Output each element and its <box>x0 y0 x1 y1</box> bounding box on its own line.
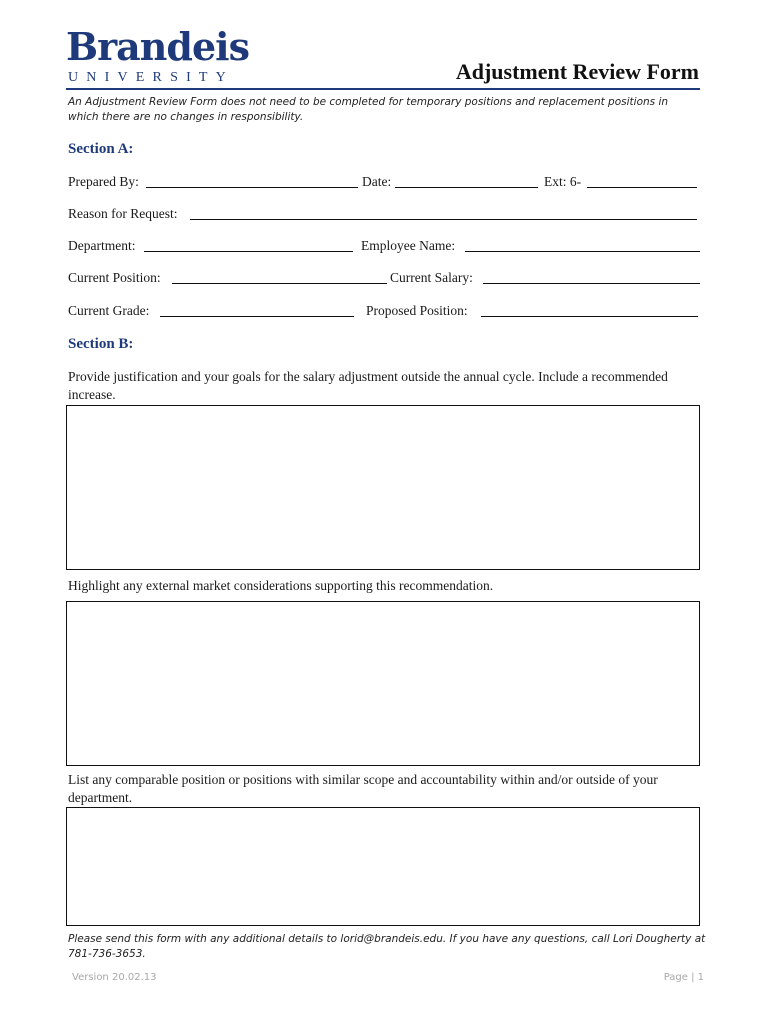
form-title: Adjustment Review Form <box>455 59 699 84</box>
prepared-by-label: Prepared By: <box>68 174 139 189</box>
footer-note: Please send this form with any additional details to lorid@brandeis.edu. If you have any questions, call Lori Dougherty at 781-736-3653. <box>68 933 706 960</box>
current-grade-label: Current Grade: <box>68 303 150 318</box>
version-label: Version 20.02.13 <box>72 972 157 983</box>
brandeis-logo-wordmark: Brandeis <box>66 24 249 69</box>
ext-label: Ext: 6- <box>544 174 582 189</box>
current-salary-label: Current Salary: <box>390 270 473 285</box>
current-grade-field[interactable] <box>160 316 354 317</box>
proposed-position-field[interactable] <box>481 316 698 317</box>
justification-box[interactable] <box>66 405 700 570</box>
title-divider <box>66 88 700 90</box>
employee-name-label: Employee Name: <box>361 238 456 253</box>
current-position-field[interactable] <box>172 283 387 284</box>
market-prompt: Highlight any external market considerations supporting this recommendation. <box>68 578 494 593</box>
department-label: Department: <box>68 238 136 253</box>
section-a-heading: Section A: <box>68 141 134 157</box>
date-label: Date: <box>362 174 392 189</box>
comparable-prompt: List any comparable position or positions with similar scope and accountability within and/or outside of your department. <box>68 772 658 805</box>
page-number: Page | 1 <box>663 972 704 983</box>
ext-field[interactable] <box>587 187 697 188</box>
reason-field[interactable] <box>190 219 697 220</box>
date-field[interactable] <box>395 187 538 188</box>
employee-name-field[interactable] <box>465 251 700 252</box>
intro-note: An Adjustment Review Form does not need to be completed for temporary positions and replacement positions in which there are no changes in responsibility. <box>68 96 669 123</box>
current-position-label: Current Position: <box>68 270 161 285</box>
market-box[interactable] <box>66 601 700 766</box>
reason-label: Reason for Request: <box>68 206 178 221</box>
section-b-heading: Section B: <box>68 336 134 352</box>
justification-prompt: Provide justification and your goals for the salary adjustment outside the annual cycle. Include a recommended increase. <box>68 369 668 402</box>
proposed-position-label: Proposed Position: <box>366 303 468 318</box>
prepared-by-field[interactable] <box>146 187 358 188</box>
comparable-box[interactable] <box>66 807 700 926</box>
department-field[interactable] <box>144 251 353 252</box>
brandeis-logo-university: UNIVERSITY <box>68 70 234 85</box>
current-salary-field[interactable] <box>483 283 700 284</box>
